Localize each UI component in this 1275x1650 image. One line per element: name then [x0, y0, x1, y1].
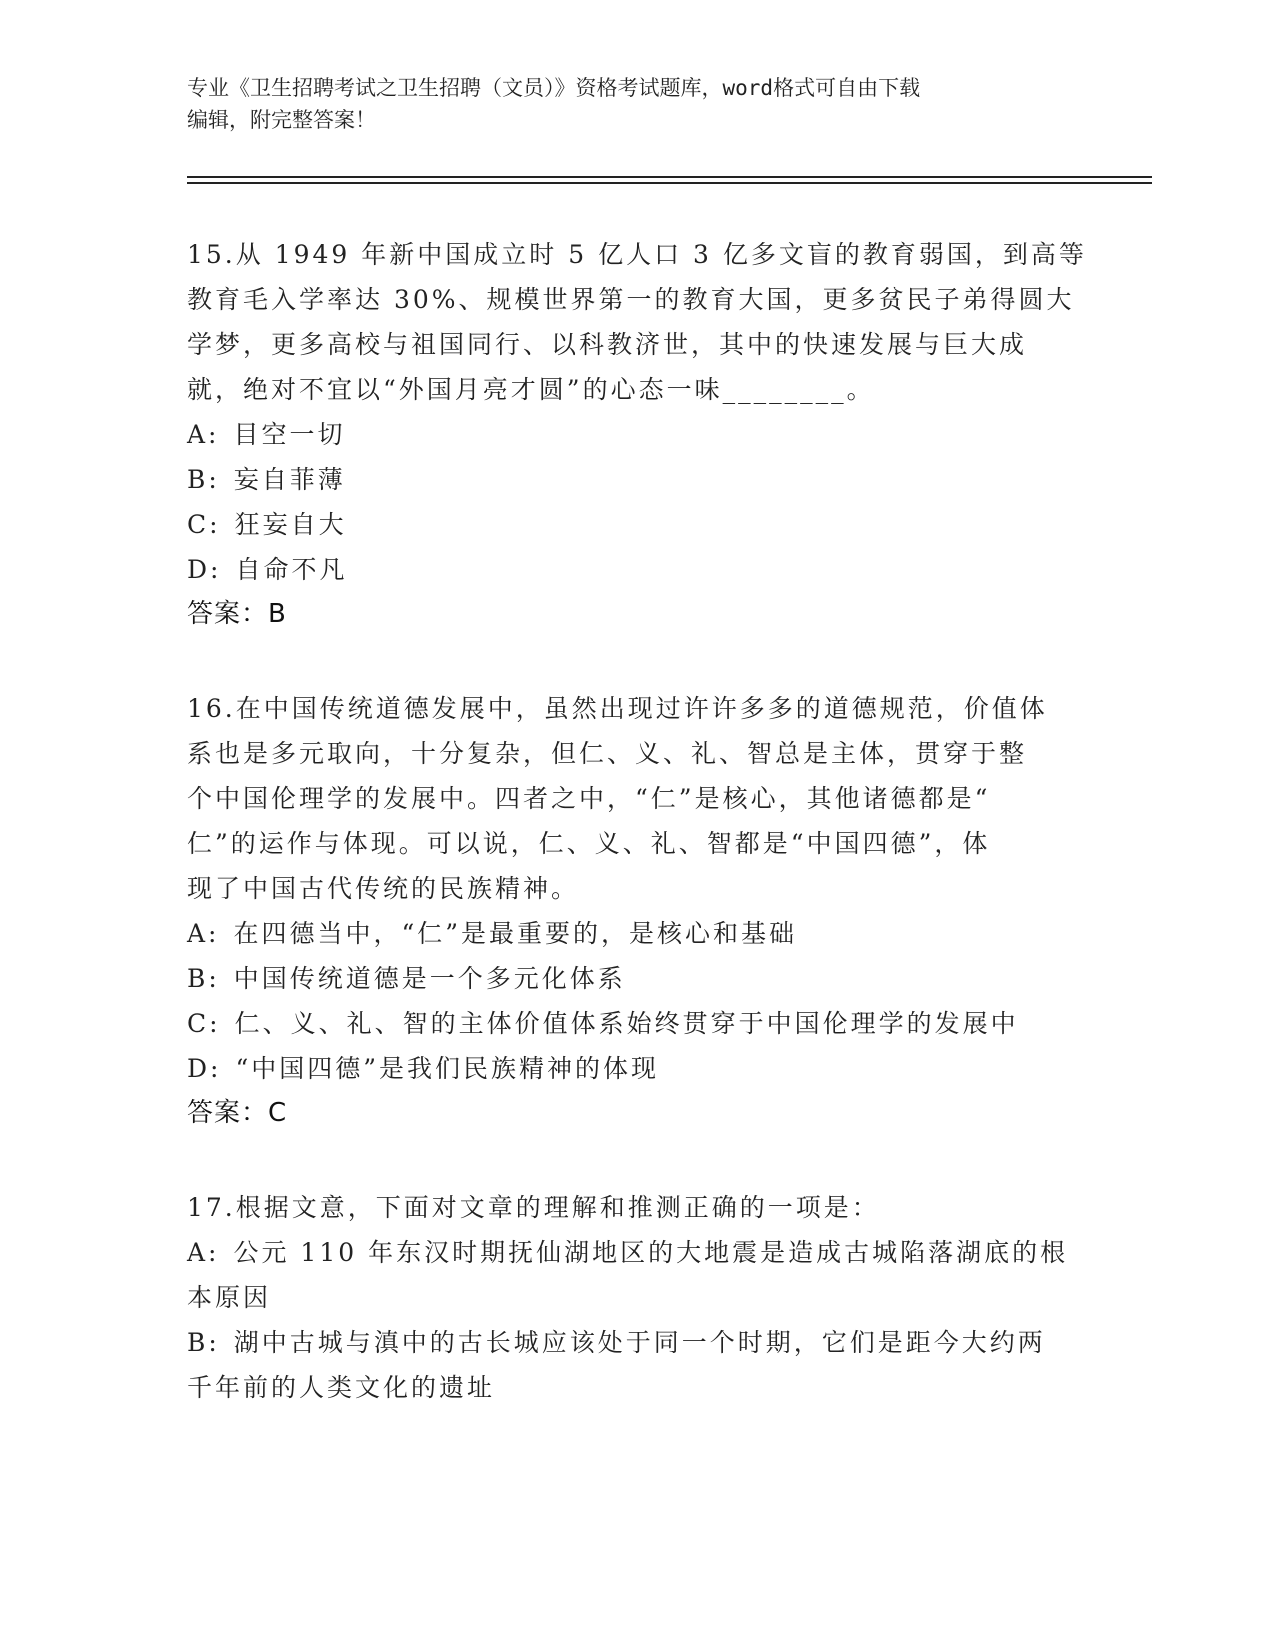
- option-a-continuation: 本原因: [187, 1283, 272, 1312]
- stem-line: 学梦，更多高校与祖国同行、以科教济世，其中的快速发展与巨大成: [187, 330, 1028, 359]
- option-text: 目空一切: [233, 420, 346, 449]
- option-text: 狂妄自大: [234, 510, 347, 539]
- option-text: 在四德当中，“仁”是最重要的，是核心和基础: [233, 919, 798, 948]
- option-text: 妄自菲薄: [233, 465, 346, 494]
- option-text: 中国传统道德是一个多元化体系: [233, 964, 626, 993]
- option-key: B:: [187, 465, 220, 494]
- option-text: 湖中古城与滇中的古长城应该处于同一个时期，它们是距今大约两: [233, 1328, 1046, 1357]
- option-key: C:: [187, 510, 221, 539]
- header-line-1: 专业《卫生招聘考试之卫生招聘（文员）》资格考试题库，word格式可自由下载: [187, 76, 921, 100]
- option-a: [187, 911, 1087, 956]
- stem-line: 系也是多元取向，十分复杂，但仁、义、礼、智总是主体，贯穿于整: [187, 739, 1028, 768]
- question-17: [187, 1185, 1087, 1410]
- document-header: [187, 72, 1087, 136]
- question-list: [187, 232, 1087, 1459]
- question-stem: [187, 1185, 1087, 1230]
- question-15: [187, 232, 1087, 637]
- option-key: A:: [187, 1238, 220, 1267]
- stem-line: 仁”的运作与体现。可以说，仁、义、礼、智都是“中国四德”，体: [187, 829, 991, 858]
- option-key: D:: [187, 1054, 222, 1083]
- stem-line: 16.在中国传统道德发展中，虽然出现过许许多多的道德规范，价值体: [187, 694, 1048, 723]
- question-16: [187, 686, 1087, 1136]
- stem-line: 个中国伦理学的发展中。四者之中，“仁”是核心，其他诸德都是“: [187, 784, 991, 813]
- option-b: [187, 956, 1087, 1001]
- stem-line: 17.根据文意，下面对文章的理解和推测正确的一项是：: [187, 1193, 880, 1222]
- option-b: [187, 457, 1087, 502]
- option-key: D:: [187, 555, 222, 584]
- option-text: 自命不凡: [235, 555, 348, 584]
- option-a: [187, 1230, 1087, 1275]
- header-divider-bottom: [187, 182, 1152, 184]
- option-c: [187, 502, 1087, 547]
- header-line-2: 编辑，附完整答案！: [187, 108, 376, 132]
- stem-line: 教育毛入学率达 30%、规模世界第一的教育大国，更多贫民子弟得圆大: [187, 285, 1075, 314]
- stem-line: 15.从 1949 年新中国成立时 5 亿人口 3 亿多文盲的教育弱国，到高等: [187, 240, 1087, 269]
- option-key: B:: [187, 964, 220, 993]
- option-text: 仁、义、礼、智的主体价值体系始终贯穿于中国伦理学的发展中: [234, 1009, 1019, 1038]
- option-d: [187, 1046, 1087, 1091]
- option-key: B:: [187, 1328, 220, 1357]
- question-stem: [187, 686, 1087, 911]
- option-key: C:: [187, 1009, 221, 1038]
- option-text: 公元 110 年东汉时期抚仙湖地区的大地震是造成古城陷落湖底的根: [233, 1238, 1069, 1267]
- option-a: [187, 412, 1087, 457]
- option-key: A:: [187, 420, 220, 449]
- stem-line: 现了中国古代传统的民族精神。: [187, 874, 580, 903]
- question-stem: [187, 232, 1087, 412]
- option-d: [187, 547, 1087, 592]
- stem-line: 就，绝对不宜以“外国月亮才圆”的心态一味________。: [187, 375, 875, 404]
- option-text: “中国四德”是我们民族精神的体现: [235, 1054, 660, 1083]
- option-key: A:: [187, 919, 220, 948]
- answer-line: 答案：C: [187, 1098, 288, 1128]
- answer-line: 答案：B: [187, 599, 287, 629]
- header-divider-top: [187, 176, 1152, 178]
- option-b: [187, 1320, 1087, 1365]
- option-c: [187, 1001, 1087, 1046]
- option-b-continuation: 千年前的人类文化的遗址: [187, 1373, 496, 1402]
